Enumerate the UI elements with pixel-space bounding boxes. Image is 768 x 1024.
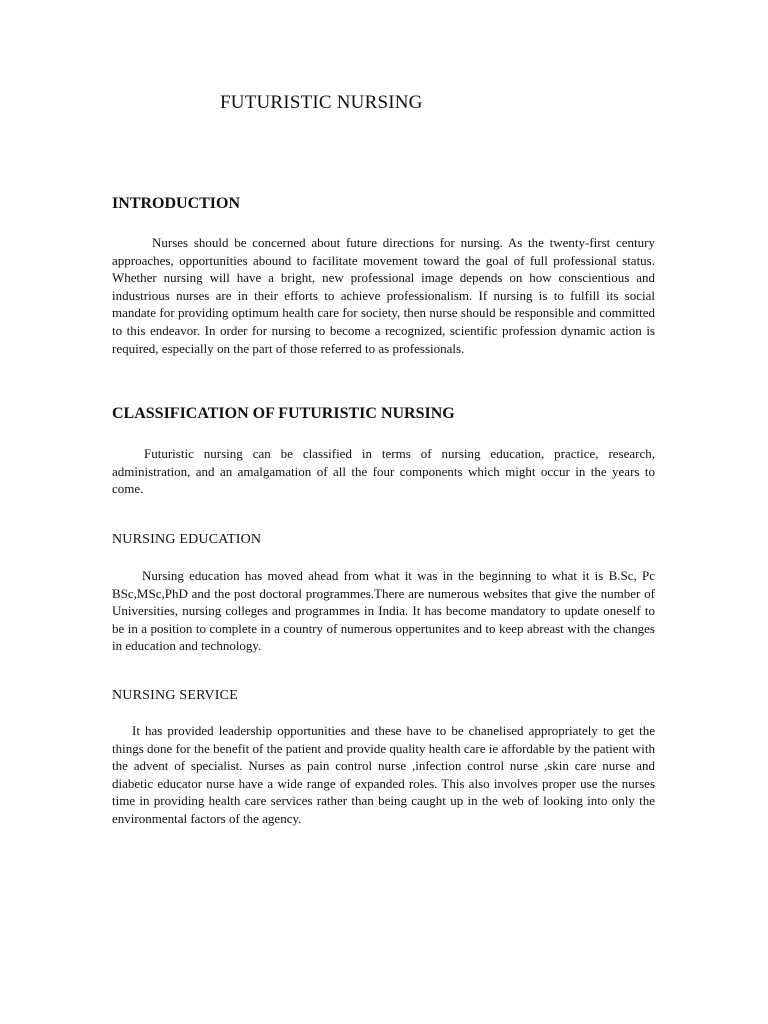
nursing-education-paragraph: Nursing education has moved ahead from what it was in the beginning to what it is B.Sc, Pc BSc,MSc,PhD and the post doctoral programmes.There are numerous websites that give the number of Universities, nursing colleges and programmes in India. It has become mandatory to update oneself to be in a position to complete in a country of numerous oppertunites and to keep abreast with the changes in education and technology. [112, 568, 655, 654]
classification-heading: CLASSIFICATION OF FUTURISTIC NURSING [112, 405, 455, 422]
introduction-paragraph: Nurses should be concerned about future directions for nursing. As the twenty-first century approaches, opportunities abound to facilitate movement toward the goal of full professional status. Whether nursing will have a bright, new professional image depends on how conscientious and industrious nurses are in their efforts to achieve professionalism. If nursing is to fulfill its social mandate for providing optimum health care for society, then nurse should be responsible and committed to this endeavor. In order for nursing to become a recognized, scientific profession dynamic action is required, especially on the part of those referred to as professionals. [112, 235, 655, 356]
introduction-heading: INTRODUCTION [112, 195, 241, 212]
classification-paragraph: Futuristic nursing can be classified in terms of nursing education, practice, research, administration, and an amalgamation of all the four components which might occur in the years to come. [112, 446, 655, 497]
document-title: FUTURISTIC NURSING [220, 92, 423, 113]
nursing-service-heading: NURSING SERVICE [112, 688, 238, 703]
nursing-service-paragraph: It has provided leadership opportunities and these have to be chanelised appropriately to get the things done for the benefit of the patient and provide quality health care ie affordable by the patient with the advent of specialist. Nurses as pain control nurse ,infection control nurse ,skin care nurse and diabetic educator nurse have a wide range of expanded roles. This also involves proper use the nurses time in providing health care services rather than being caught up in the web of looking into only the environmental factors of the agency. [112, 723, 655, 826]
nursing-education-heading: NURSING EDUCATION [112, 532, 262, 547]
